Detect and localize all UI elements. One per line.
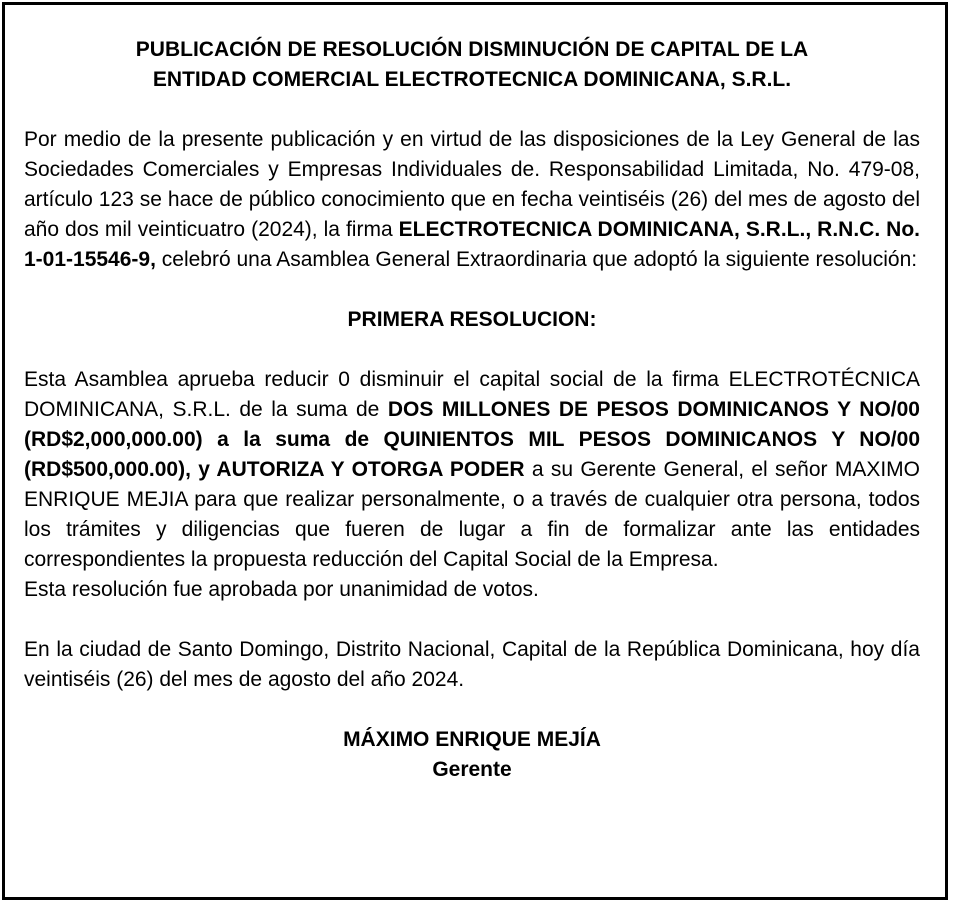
signature-block xyxy=(24,725,920,785)
intro-text-1: Por medio de la presente publicación y en virtud de las disposiciones de la Ley General de las Sociedades Comerciales y Empresas Individuales de. Responsabilidad Limitada, No. 479-08, artículo 123 se hace de público conocimiento que en fecha veintiséis (26) del mes de agosto del año dos mil veinticuatro (2024), la firma xyxy=(24,128,920,241)
spacer xyxy=(24,605,920,635)
spacer xyxy=(24,275,920,305)
spacer xyxy=(24,335,920,365)
resolution-paragraph xyxy=(24,365,920,575)
approval-statement: Esta resolución fue aprobada por unanimidad de votos. xyxy=(24,578,539,601)
notice-title-line-2: ENTIDAD COMERCIAL ELECTROTECNICA DOMINICANA, S.R.L. xyxy=(152,68,792,91)
public-notice xyxy=(2,2,948,900)
closing-paragraph: En la ciudad de Santo Domingo, Distrito Nacional, Capital de la República Dominicana, hoy día veintiséis (26) del mes de agosto del año 2024. xyxy=(24,638,920,691)
capital-amounts: DOS MILLONES DE PESOS DOMINICANOS Y NO/00 (RD$2,000,000.00) a la suma de QUINIENTOS MIL PESOS DOMINICANOS Y NO/00 (RD$500,000.00), y AUTORIZA Y OTORGA PODER xyxy=(24,398,920,481)
spacer xyxy=(24,95,920,125)
notice-title-line-1: PUBLICACIÓN DE RESOLUCIÓN DISMINUCIÓN DE CAPITAL DE LA xyxy=(135,38,809,61)
resolution-text-2: a su Gerente General, el señor MAXIMO ENRIQUE MEJIA para que realizar personalmente, o a través de cualquier otra persona, todos los trámites y diligencias que fueren de lugar a fin de formalizar ante las entidades correspondientes la propuesta reducción del Capital Social de la Empresa. xyxy=(24,458,921,571)
signatory-name: MÁXIMO ENRIQUE MEJÍA xyxy=(343,728,601,751)
resolution-heading: PRIMERA RESOLUCION: xyxy=(347,308,597,331)
signatory-role: Gerente xyxy=(432,758,512,781)
intro-text-2: celebró una Asamblea General Extraordinaria que adoptó la siguiente resolución: xyxy=(155,248,918,271)
spacer xyxy=(24,695,920,725)
intro-paragraph xyxy=(24,125,920,275)
notice-title xyxy=(24,35,920,95)
company-identifier: ELECTROTECNICA DOMINICANA, S.R.L., R.N.C. No. 1-01-15546-9, xyxy=(24,218,921,271)
resolution-text-1: Esta Asamblea aprueba reducir 0 disminuir el capital social de la firma ELECTROTÉCNICA DOMINICANA, S.R.L. de la suma de xyxy=(24,368,920,421)
